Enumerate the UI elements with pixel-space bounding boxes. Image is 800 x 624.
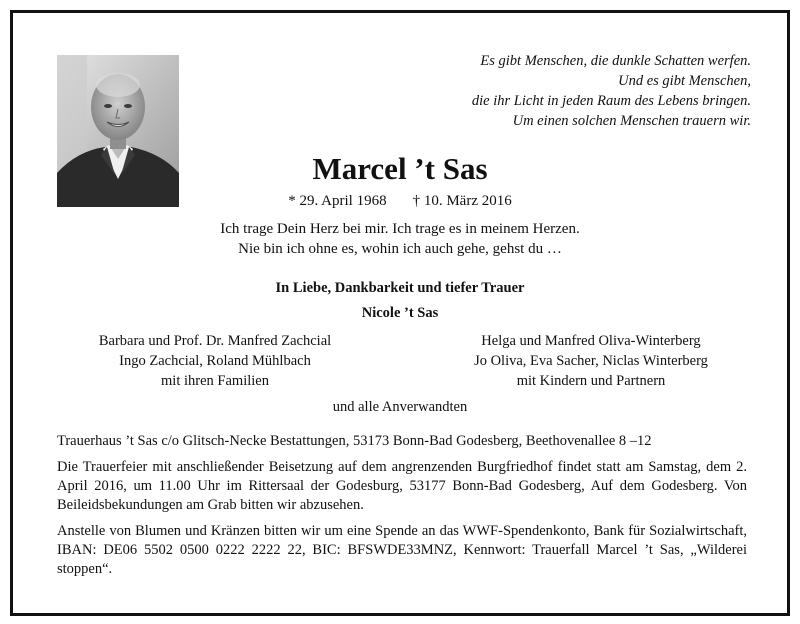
mourning-address: Trauerhaus ’t Sas c/o Glitsch-Necke Bestattungen, 53173 Bonn-Bad Godesberg, Beethovenallee 8 –12	[57, 433, 652, 449]
birth-date: * 29. April 1968	[288, 193, 387, 209]
mourners-intro: In Liebe, Dankbarkeit und tiefer Trauer	[275, 280, 525, 296]
quote-line: Ich trage Dein Herz bei mir. Ich trage es in meinem Herzen.	[220, 221, 580, 237]
mourner-line: Jo Oliva, Eva Sacher, Niclas Winterberg	[474, 353, 708, 369]
mourner-line: Ingo Zachcial, Roland Mühlbach	[119, 353, 311, 369]
poem-line: Es gibt Menschen, die dunkle Schatten werfen.	[480, 53, 751, 69]
memorial-quote	[13, 219, 787, 259]
mourners-closing: und alle Anverwandten	[332, 399, 468, 415]
poem-line: die ihr Licht in jeden Raum des Lebens bringen.	[471, 93, 751, 109]
mourners-left-column	[65, 331, 365, 391]
poem-line: Und es gibt Menschen,	[618, 73, 751, 89]
death-date: † 10. März 2016	[412, 193, 512, 209]
donation-text: Anstelle von Blumen und Kränzen bitten wir um eine Spende an das WWF-Spendenkonto, Bank für Sozialwirtschaft, IBAN: DE06 5502 0500 0222 2222 22, BIC: BFSWDE33MNZ, Kennwort: Trauerfall Marcel ’t Sas, „Wilderei stoppen“.	[57, 523, 747, 577]
poem-line: Um einen solchen Menschen trauern wir.	[512, 113, 751, 129]
mourners-right-column	[441, 331, 741, 391]
opening-poem	[421, 51, 751, 131]
donation-notice	[57, 522, 747, 579]
primary-mourner: Nicole ’t Sas	[361, 305, 439, 321]
quote-line: Nie bin ich ohne es, wohin ich auch gehe, gehst du …	[238, 241, 562, 257]
mourner-line: mit ihren Familien	[161, 373, 269, 389]
mourner-line: Helga und Manfred Oliva-Winterberg	[481, 333, 701, 349]
life-dates	[13, 191, 787, 211]
mourner-line: mit Kindern und Partnern	[516, 373, 666, 389]
deceased-name: Marcel ’t Sas	[312, 151, 488, 186]
ceremony-details	[57, 458, 747, 515]
mourner-line: Barbara und Prof. Dr. Manfred Zachcial	[98, 333, 332, 349]
ceremony-text: Die Trauerfeier mit anschließender Beisetzung auf dem angrenzenden Burgfriedhof findet statt am Samstag, dem 2. April 2016, um 11.00 Uhr im Rittersaal der Godesburg, 53177 Bonn-Bad Godesberg, Auf dem Godesberg. Von Beileidsbekundungen am Grab bitten wir abzusehen.	[57, 459, 747, 513]
obituary-frame	[10, 10, 790, 616]
